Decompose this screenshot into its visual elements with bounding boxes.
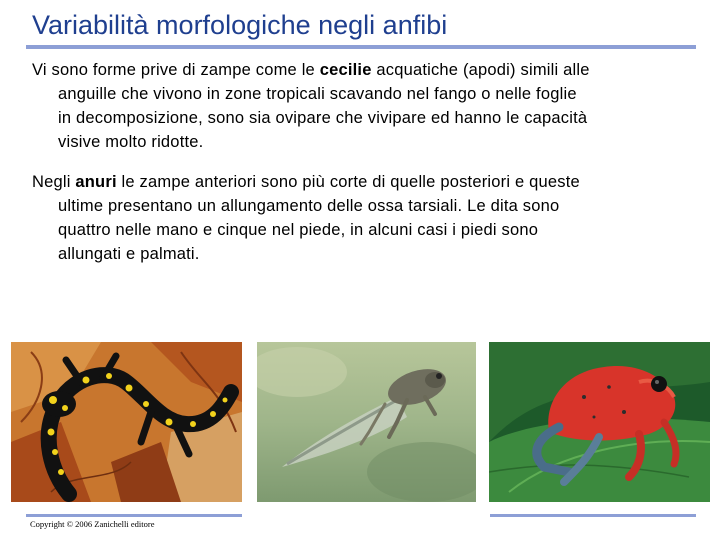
paragraph-line [32, 58, 692, 82]
paragraph-line: allungati e palmati. [58, 245, 200, 263]
paragraph-line [32, 170, 692, 194]
paragraph-line: visive molto ridotte. [58, 133, 204, 151]
salamander-photo [11, 342, 242, 502]
paragraph-line: quattro nelle mano e cinque nel piede, in alcuni casi i piedi sono [58, 221, 539, 239]
text-run: le zampe anteriori sono più corte di quelle posteriori e queste [116, 173, 580, 191]
text-run: Negli [32, 173, 76, 191]
text-run: Vi sono forme prive di zampe come le [32, 61, 320, 79]
tadpole-photo [257, 342, 476, 502]
paragraph-line: ultime presentano un allungamento delle ossa tarsiali. Le dita sono [58, 197, 560, 215]
paragraph-line: anguille che vivono in zone tropicali scavando nel fango o nelle foglie [58, 85, 577, 103]
paragraph-cecilie [32, 58, 692, 154]
bold-term-cecilie: cecilie [319, 61, 372, 79]
paragraph-anuri [32, 170, 692, 266]
footer-divider-left [26, 514, 242, 517]
paragraph-line: in decomposizione, sono sia ovipare che vivipare ed hanno le capacità [58, 109, 588, 127]
footer-divider-right [490, 514, 696, 517]
poison-dart-frog-photo [489, 342, 710, 502]
bold-term-anuri: anuri [75, 173, 117, 191]
text-run: acquatiche (apodi) simili alle [371, 61, 590, 79]
copyright-notice: Copyright © 2006 Zanichelli editore [30, 519, 155, 529]
slide-title: Variabilità morfologiche negli anfibi [32, 10, 448, 40]
title-divider [26, 45, 696, 49]
